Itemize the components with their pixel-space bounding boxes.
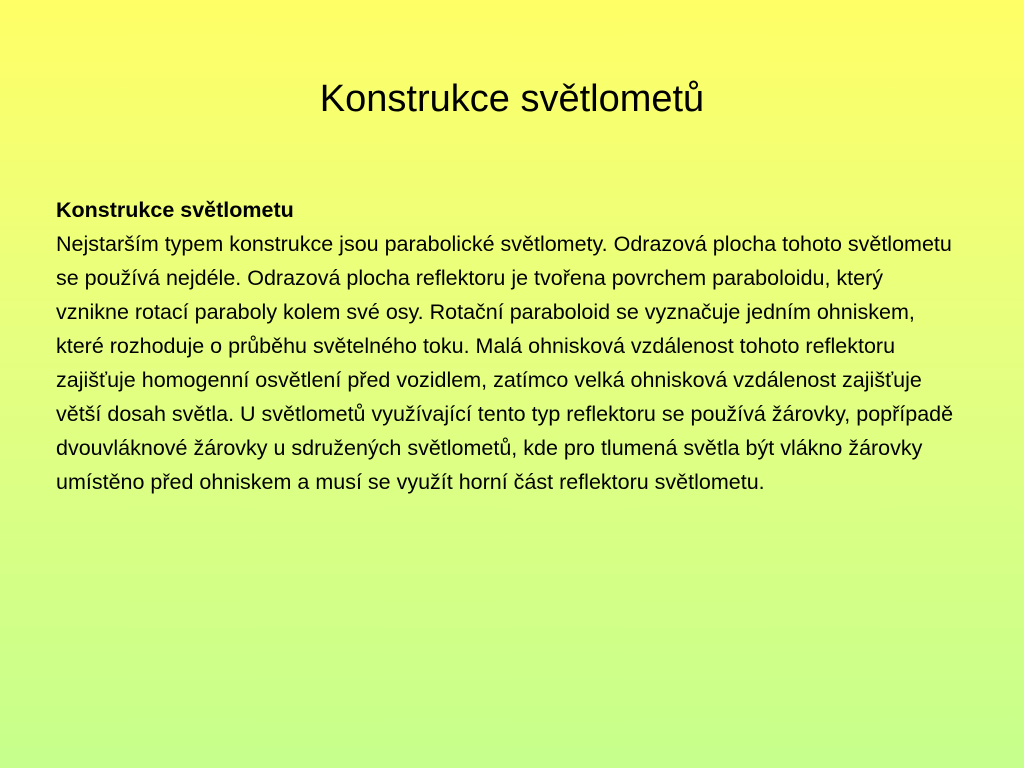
body-paragraph: Nejstarším typem konstrukce jsou parabolické světlomety. Odrazová plocha tohoto světlometu se používá nejdéle. Odrazová plocha reflektoru je tvořena povrchem paraboloidu, který vznikne rotací paraboly kolem své osy. Rotační paraboloid se vyznačuje jedním ohniskem, které rozhoduje o průběhu světelného toku. Malá ohnisková vzdálenost tohoto reflektoru zajišťuje homogenní osvětlení před vozidlem, zatímco velká ohnisková vzdálenost zajišťuje větší dosah světla. U světlometů využívající tento typ reflektoru se používá žárovky, popřípadě dvouvláknové žárovky u sdružených světlometů, kde pro tlumená světla být vlákno žárovky umístěno před ohniskem a musí se využít horní část reflektoru světlometu. [56,232,954,494]
slide-content [56,193,956,499]
section-heading: Konstrukce světlometu [56,198,294,222]
slide-title: Konstrukce světlometů [319,78,705,120]
